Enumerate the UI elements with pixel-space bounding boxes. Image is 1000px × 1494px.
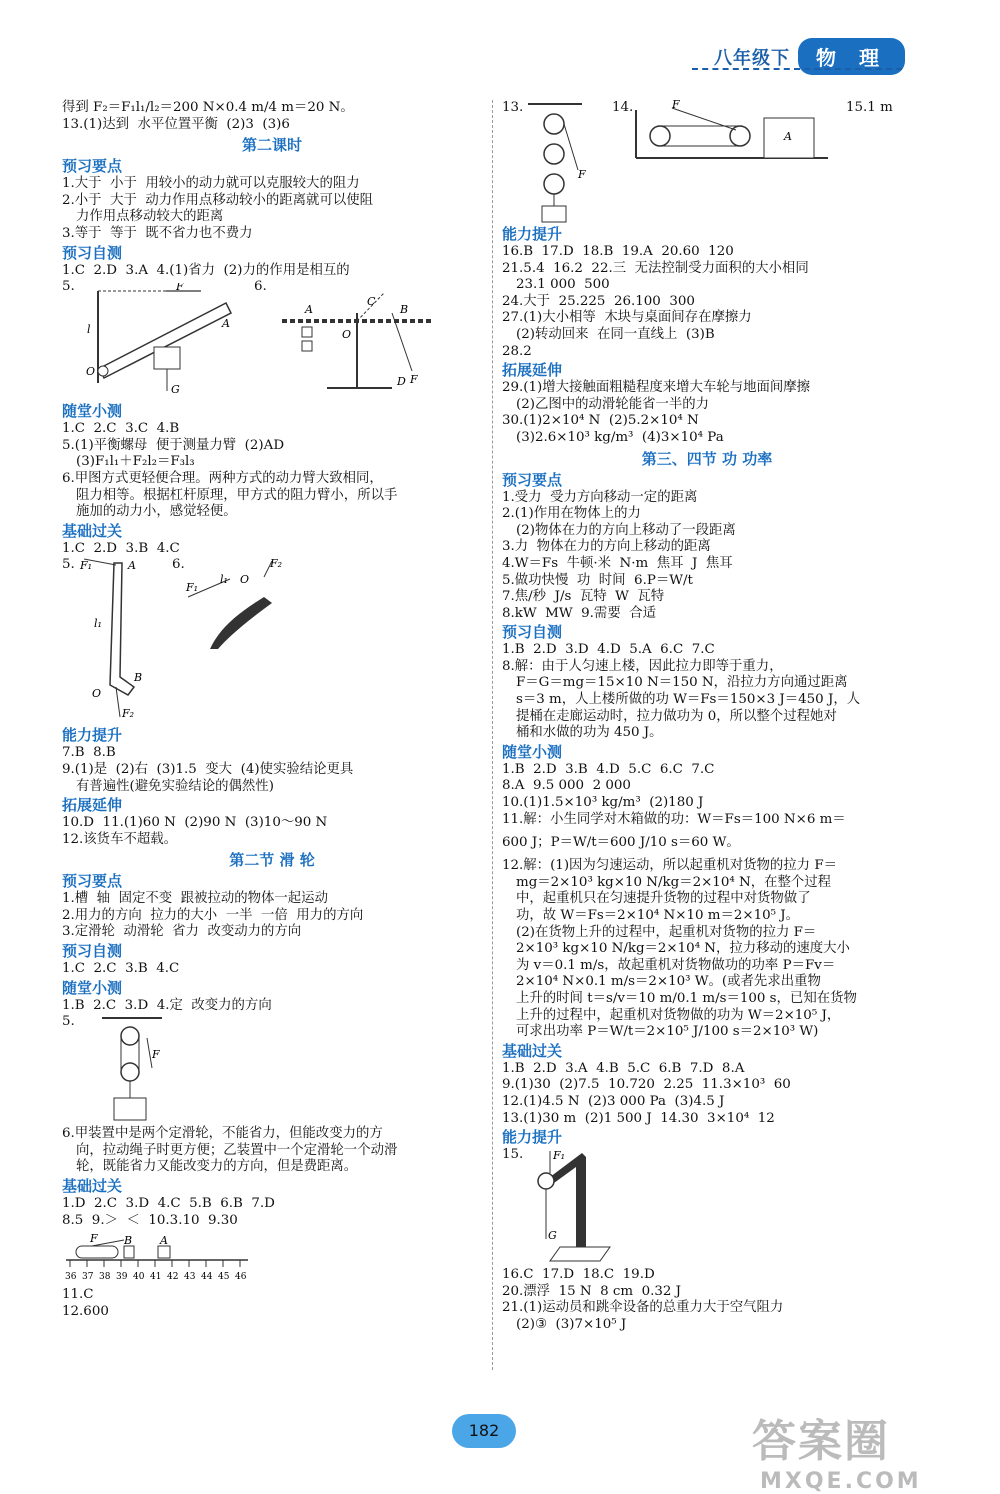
- svg-text:A: A: [784, 130, 792, 143]
- answer-line: 上升的过程中，起重机对货物做的功为 W＝2×10⁵ J，: [516, 1007, 841, 1023]
- answer-line: 2×10⁴ N×0.1 m/s＝2×10³ W。(或者先求出重物: [516, 974, 821, 990]
- answer-line: 9.(1)30 (2)7.5 10.720 2.25 11.3×10³ 60: [502, 1077, 791, 1093]
- section-title: 能力提升: [502, 1128, 563, 1147]
- answer-line: 12.该货车不超载。: [62, 831, 178, 847]
- answer-line: 1.B 2.D 3.B 4.D 5.C 6.C 7.C: [502, 761, 715, 777]
- answer-line: 桶和水做的功为 450 J。: [516, 725, 663, 741]
- answer-line: 力作用点移动较大的距离: [76, 209, 224, 225]
- section-title: 能力提升: [502, 225, 563, 243]
- answer-line: 5.(1)平衡螺母 便于测量力臂 (2)AD: [62, 437, 285, 453]
- answer-line: 1.B 2.D 3.A 4.B 5.C 6.B 7.D 8.A: [502, 1060, 745, 1076]
- svg-text:A: A: [128, 559, 136, 573]
- grade-label: 八年级下: [714, 47, 791, 69]
- svg-text:F: F: [90, 1232, 98, 1246]
- answer-line: 为 v＝0.1 m/s，故起重机对货物做功的功率 P＝Fv＝: [516, 957, 836, 973]
- section-title: 随堂小测: [62, 978, 123, 997]
- answer-line: 功，故 W＝Fs＝2×10⁴ N×10 m＝2×10⁵ J。: [516, 908, 800, 923]
- svg-text:F₁: F₁: [186, 581, 199, 595]
- answer-line: 13.(1)30 m (2)1 500 J 14.30 3×10⁴ 12: [502, 1110, 775, 1126]
- answer-line: 20.漂浮 15 N 8 cm 0.32 J: [502, 1283, 682, 1299]
- answer-line: 施加的动力小，感觉轻便。: [76, 504, 237, 520]
- answer-line: 27.(1)大小相等 木块与桌面间存在摩擦力: [502, 310, 752, 326]
- answer-line: 12.600: [62, 1303, 109, 1319]
- section-title: 基础过关: [62, 1177, 123, 1196]
- ruler-tick-label: 38: [99, 1272, 111, 1283]
- answer-line: 12.(1)4.5 N (2)3 000 Pa (3)4.5 J: [502, 1093, 725, 1109]
- answer-line: 2.小于 大于 动力作用点移动较小的距离就可以使阻: [62, 192, 374, 208]
- header-rule: [692, 68, 902, 70]
- answer-line: 3.等于 等于 既不省力也不费力: [62, 225, 253, 241]
- question-number: 13.: [502, 100, 524, 115]
- answer-line: 向，拉动绳子时更方便；乙装置中一个定滑轮一个动滑: [76, 1142, 398, 1158]
- answer-line: (3)F₁l₁＋F₂l₂＝F₃l₃: [76, 454, 195, 470]
- answer-line: 21.(1)运动员和跳伞设备的总重力大于空气阻力: [502, 1300, 784, 1316]
- answer-line: 中，起重机只在匀速提升货物的过程中对货物做了: [516, 891, 811, 907]
- section-title: 预习自测: [62, 243, 123, 262]
- svg-text:B: B: [134, 671, 143, 685]
- answer-line: 1.C 2.C 3.C 4.B: [62, 421, 180, 437]
- svg-text:O: O: [342, 328, 352, 342]
- answer-line: s＝3 m，人上楼所做的功 W＝Fs＝150×3 J＝450 J，人: [516, 692, 861, 708]
- ruler-pulley-diagram: [62, 1232, 252, 1284]
- pulley-block-diagram: [92, 1014, 172, 1124]
- answer-line: (2)乙图中的动滑轮能省一半的力: [516, 396, 710, 412]
- ruler-tick-label: 41: [150, 1272, 162, 1283]
- svg-text:F₂: F₂: [270, 557, 283, 571]
- answer-line: 阻力相等。根据杠杆原理，甲方式的阻力臂小，所以手: [76, 487, 398, 503]
- answer-line: 3.定滑轮 动滑轮 省力 改变动力的方向: [62, 924, 302, 940]
- column-divider: [492, 100, 493, 1370]
- answer-line: 可求出功率 P＝W/t＝2×10⁵ J/100 s＝2×10³ W): [516, 1024, 819, 1040]
- section-title: 预习要点: [62, 872, 123, 891]
- svg-text:A: A: [222, 317, 230, 331]
- svg-text:A: A: [160, 1234, 168, 1248]
- horizontal-pulley-diagram: [632, 100, 832, 164]
- answer-line: 2.用力的方向 拉力的大小 一半 一倍 用力的方向: [62, 907, 364, 923]
- ruler-ticks: [65, 1260, 247, 1282]
- section-title: 拓展延伸: [62, 796, 123, 815]
- answer-line: 上升的时间 t＝s/v＝10 m/0.1 m/s＝100 s，已知在货物: [516, 990, 857, 1006]
- right-column: [502, 100, 912, 1334]
- svg-text:l₁: l₁: [220, 573, 228, 587]
- svg-text:O: O: [86, 365, 96, 379]
- question-number: 5.: [62, 279, 75, 295]
- answer-line: 1.C 2.C 3.B 4.C: [62, 961, 180, 977]
- answer-line: (2)在货物上升的过程中，起重机对货物的拉力 F＝: [516, 924, 817, 940]
- ruler-tick-label: 46: [235, 1272, 247, 1283]
- answer-line: 1.C 2.D 3.B 4.C: [62, 540, 180, 556]
- question-number: 6.: [172, 557, 185, 573]
- answer-line: 8.A 9.5 000 2 000: [502, 778, 631, 794]
- answer-line: 28.2: [502, 343, 532, 359]
- lesson-title: 第二课时: [241, 136, 302, 155]
- answer-line: 1.D 2.C 3.D 4.C 5.B 6.B 7.D: [62, 1196, 275, 1212]
- answer-line: (3)2.6×10³ kg/m³ (4)3×10⁴ Pa: [516, 429, 724, 445]
- svg-text:A: A: [305, 303, 313, 317]
- answer-line: 1.大于 小于 用较小的动力就可以克服较大的阻力: [62, 176, 360, 192]
- answer-line: (2)物体在力的方向上移动了一段距离: [516, 522, 736, 538]
- section-title: 预习自测: [62, 942, 123, 961]
- svg-text:D: D: [397, 375, 406, 389]
- section-title: 随堂小测: [62, 402, 123, 421]
- svg-text:O: O: [92, 687, 102, 701]
- question-number: 15.: [502, 1147, 524, 1163]
- lever-arm-diagram: [76, 283, 241, 398]
- answer-line: (2)转动回来 在同一直线上 (3)B: [516, 326, 715, 342]
- svg-text:F: F: [152, 1048, 160, 1062]
- ruler-tick-label: 44: [201, 1272, 213, 1283]
- ruler-tick-label: 39: [116, 1272, 128, 1283]
- answer-line: 8.解：由于人匀速上楼，因此拉力即等于重力，: [502, 658, 783, 674]
- answer-line: 23.1 000 500: [516, 277, 610, 293]
- answer-line: 提桶在走廊运动时，拉力做功为 0，所以整个过程她对: [516, 708, 837, 724]
- answer-line: 16.B 17.D 18.B 19.A 20.60 120: [502, 244, 734, 259]
- left-column: [62, 100, 482, 1320]
- svg-text:F₂: F₂: [122, 707, 135, 721]
- section-title: 随堂小测: [502, 742, 563, 761]
- answer-line: 2.(1)作用在物体上的力: [502, 506, 641, 522]
- section-title: 预习要点: [502, 470, 563, 489]
- pulley-system-diagram: [520, 100, 590, 224]
- question-number: 5.: [62, 557, 75, 573]
- answer-line: 6.甲图方式更轻便合理。两种方式的动力臂大致相同，: [62, 470, 383, 486]
- answer-line: 8.kW MW 9.需要 合适: [502, 605, 657, 621]
- answer-line: 29.(1)增大接触面粗糙程度来增大车轮与地面间摩擦: [502, 380, 811, 396]
- answer-line: (2)③ (3)7×10⁵ J: [516, 1316, 627, 1332]
- answer-line: mg＝2×10³ kg×10 N/kg＝2×10⁴ N，在整个过程: [516, 874, 832, 890]
- answer-line: 6.甲装置中是两个定滑轮，不能省力，但能改变力的方: [62, 1126, 383, 1142]
- crowbar-diagram: [76, 557, 156, 725]
- svg-text:F: F: [578, 168, 586, 181]
- answer-line: 21.5.4 16.2 22.三 无法控制受力面积的大小相同: [502, 260, 809, 276]
- question-number: 6.: [254, 279, 267, 295]
- answer-line: 15.1 m: [846, 100, 893, 115]
- answer-line: 10.D 11.(1)60 N (2)90 N (3)10～90 N: [62, 815, 328, 831]
- ruler-tick-label: 37: [82, 1272, 94, 1283]
- answer-line: 1.B 2.C 3.D 4.定 改变力的方向: [62, 997, 272, 1013]
- ruler-tick-label: 42: [167, 1272, 179, 1283]
- answer-line: 9.(1)是 (2)右 (3)1.5 变大 (4)使实验结论更具: [62, 761, 354, 777]
- section-title: 基础过关: [62, 521, 123, 540]
- watermark-url: MXQE.COM: [760, 1469, 922, 1494]
- answer-line: 24.大于 25.225 26.100 300: [502, 293, 695, 309]
- question-number: 5.: [62, 1014, 75, 1030]
- svg-text:F₁: F₁: [80, 559, 93, 573]
- answer-line: 1.C 2.D 3.A 4.(1)省力 (2)力的作用是相互的: [62, 262, 350, 278]
- answer-line: 1.B 2.D 3.D 4.D 5.A 6.C 7.C: [502, 642, 715, 658]
- section-title: 基础过关: [502, 1041, 563, 1060]
- question-number: 14.: [612, 100, 634, 115]
- section-title: 拓展延伸: [502, 361, 563, 380]
- lever-stand-diagram: [520, 1147, 620, 1265]
- svg-text:F₁: F₁: [553, 1149, 566, 1163]
- answer-line: 10.(1)1.5×10³ kg/m³ (2)180 J: [502, 795, 704, 811]
- svg-text:l₁: l₁: [94, 617, 102, 631]
- ruler-tick-label: 43: [184, 1272, 196, 1283]
- section-heading: 第二节 滑 轮: [229, 851, 315, 870]
- answer-line: 12.解：(1)因为匀速运动，所以起重机对货物的拉力 F＝: [502, 858, 838, 874]
- svg-text:C: C: [367, 295, 376, 309]
- svg-text:F: F: [176, 283, 184, 294]
- section-heading: 第三、四节 功 功率: [641, 449, 773, 468]
- section-title: 预习自测: [502, 623, 563, 642]
- answer-line: 16.C 17.D 18.C 19.D: [502, 1267, 655, 1283]
- section-title: 预习要点: [62, 157, 123, 176]
- subject-badge: 物 理: [798, 38, 905, 75]
- answer-line: 1.受力 受力方向移动一定的距离: [502, 489, 698, 505]
- page-number: 182: [452, 1414, 516, 1448]
- answer-line: 8.5 9.＞ ＜ 10.3.10 9.30: [62, 1212, 238, 1228]
- answer-line: 30.(1)2×10⁴ N (2)5.2×10⁴ N: [502, 413, 699, 429]
- answer-line: 11.解：小生同学对木箱做的功：W＝Fs＝100 N×6 m＝: [502, 811, 846, 827]
- svg-text:F: F: [410, 373, 418, 387]
- watermark-logo: 答案圈: [752, 1416, 890, 1467]
- answer-line: 有普遍性(避免实验结论的偶然性): [76, 778, 274, 794]
- answer-line: 得到 F₂＝F₁l₁/l₂＝200 N×0.4 m/4 m＝20 N。: [62, 100, 354, 115]
- answer-line: 1.槽 轴 固定不变 跟被拉动的物体一起运动: [62, 891, 328, 907]
- watermark: [752, 1405, 922, 1494]
- section-title: 能力提升: [62, 726, 123, 745]
- answer-line: 5.做功快慢 功 时间 6.P＝W/t: [502, 572, 693, 588]
- answer-line: 4.W＝Fs 牛顿·米 N·m 焦耳 J 焦耳: [502, 555, 733, 571]
- svg-text:G: G: [171, 383, 180, 397]
- answer-line: 11.C: [62, 1287, 94, 1303]
- svg-text:G: G: [548, 1229, 557, 1243]
- svg-text:B: B: [124, 1234, 133, 1248]
- answer-line: 7.B 8.B: [62, 745, 116, 761]
- answer-line: 600 J；P＝W/t＝600 J/10 s＝60 W。: [502, 835, 740, 851]
- answer-line: 2×10³ kg×10 N/kg＝2×10⁴ N，拉力移动的速度大小: [516, 941, 850, 957]
- answer-line: 7.焦/秒 J/s 瓦特 W 瓦特: [502, 589, 665, 605]
- ruler-tick-label: 36: [65, 1272, 77, 1283]
- lever-balance-diagram: [272, 283, 442, 398]
- pliers-diagram: [180, 557, 290, 652]
- answer-line: 13.(1)达到 水平位置平衡 (2)3 (3)6: [62, 116, 290, 132]
- answer-line: 3.力 物体在力的方向上移动的距离: [502, 539, 711, 555]
- ruler-tick-label: 40: [133, 1272, 145, 1283]
- svg-text:B: B: [400, 303, 409, 317]
- svg-text:l: l: [87, 323, 91, 337]
- svg-text:O: O: [240, 573, 250, 587]
- answer-line: F＝G＝mg＝15×10 N＝150 N，沿拉力方向通过距离: [516, 675, 848, 691]
- ruler-tick-label: 45: [218, 1272, 230, 1283]
- svg-text:F: F: [672, 100, 680, 111]
- answer-line: 轮，既能省力又能改变力的方向，但是费距离。: [76, 1159, 358, 1175]
